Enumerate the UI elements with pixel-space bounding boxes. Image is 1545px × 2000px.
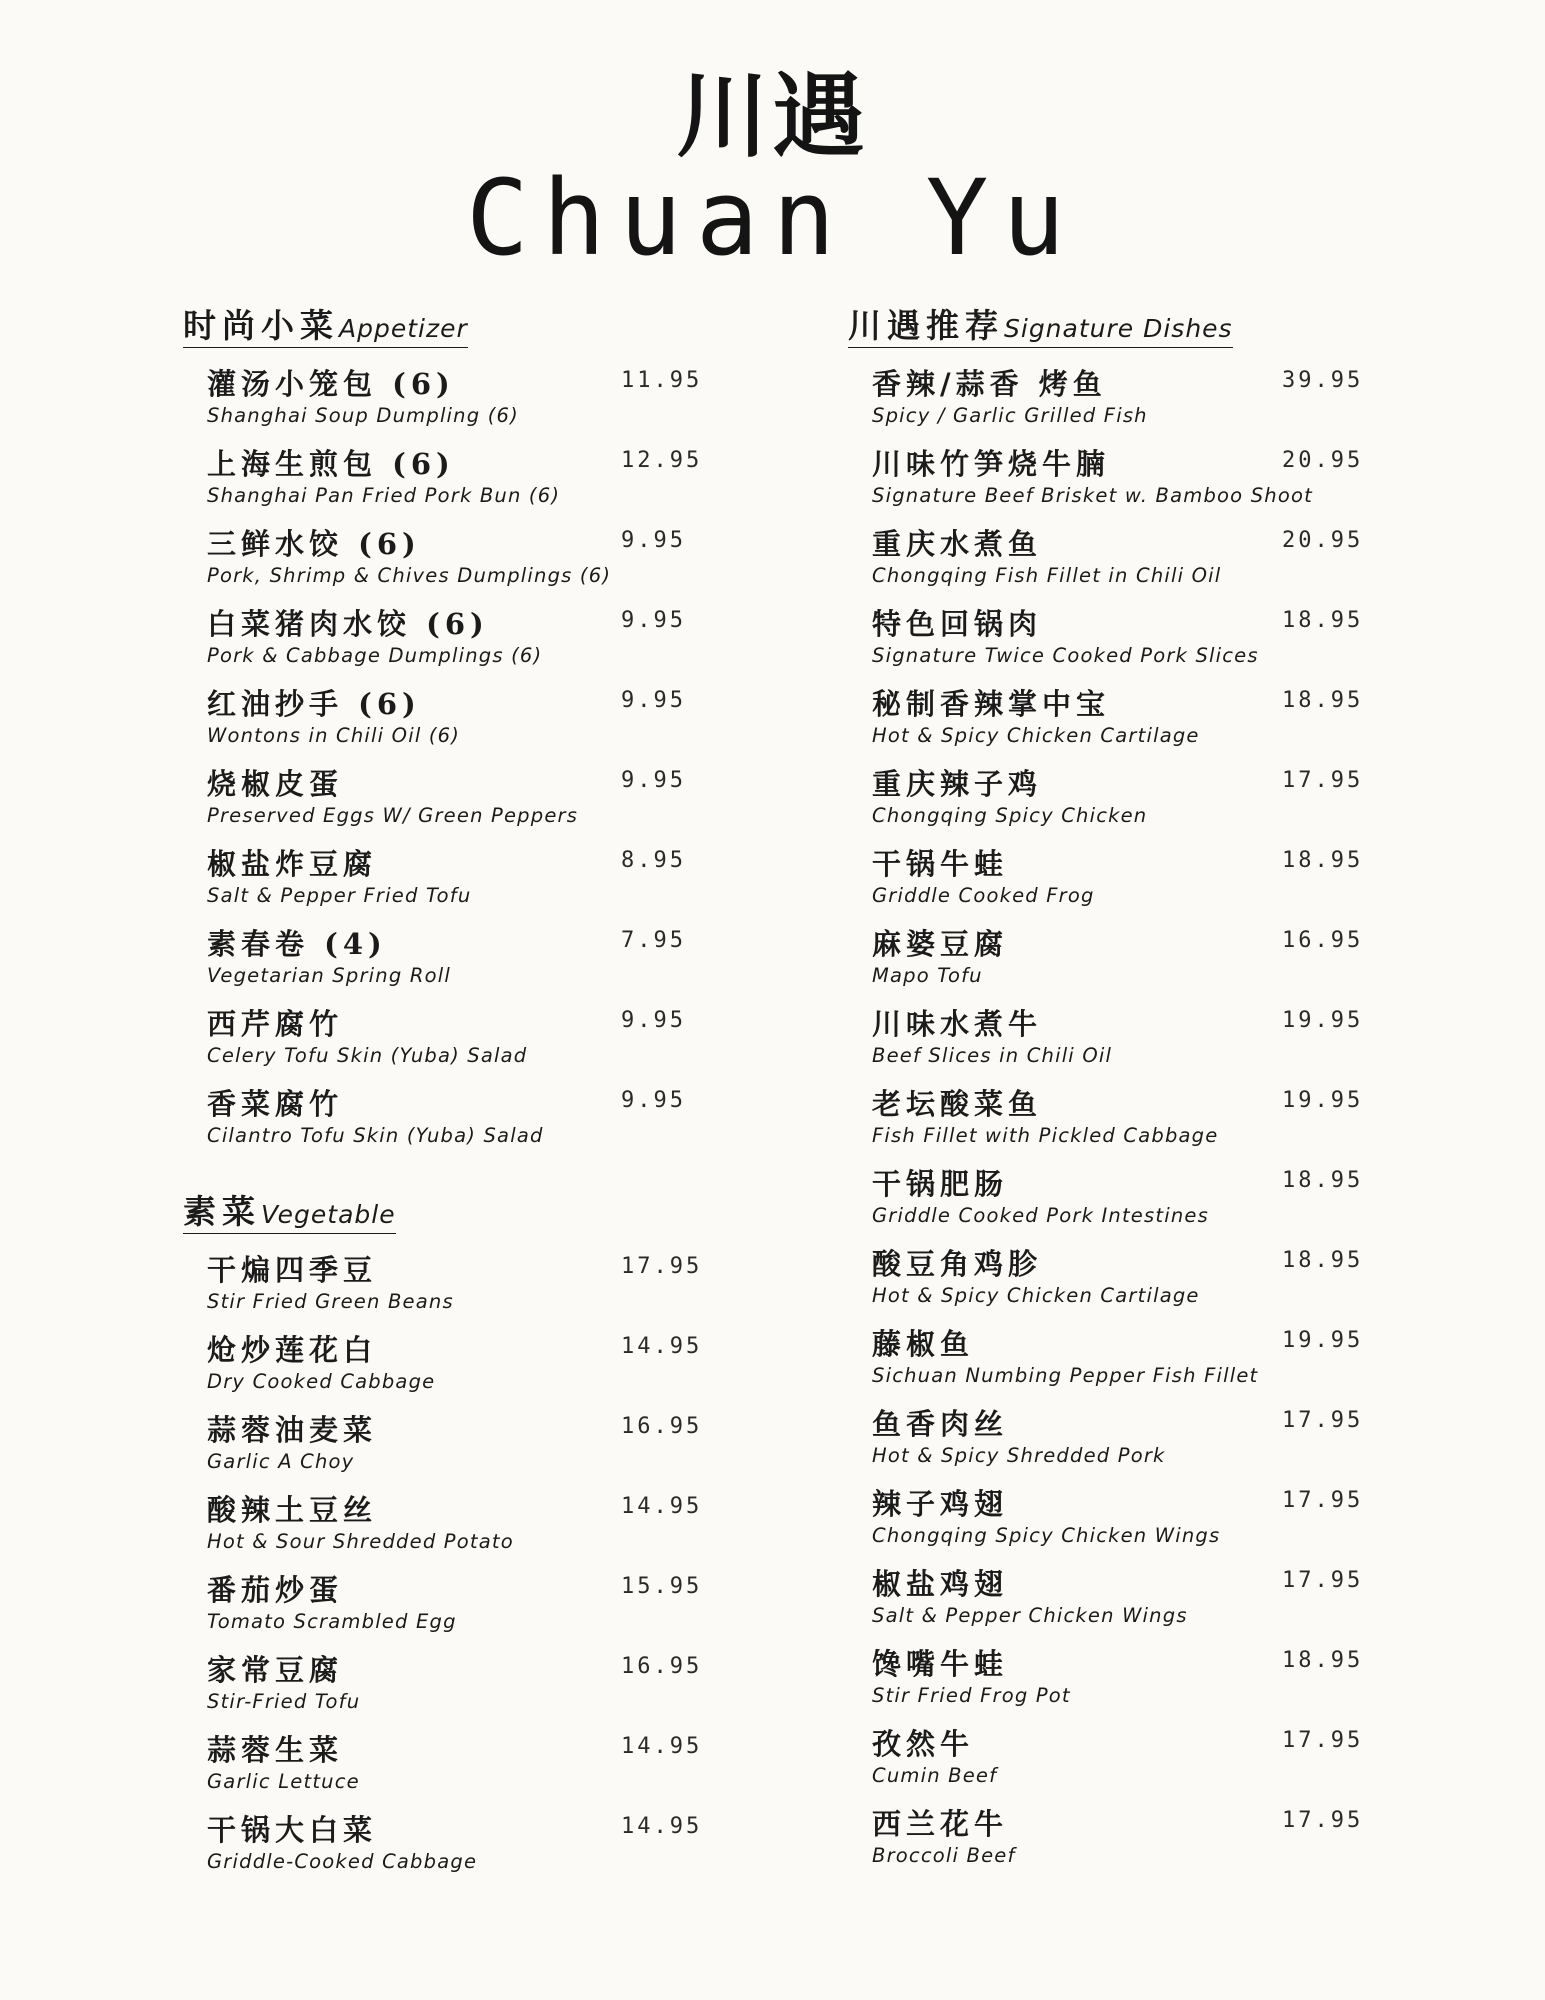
dish-price: 8.95 [621,848,686,873]
dish-name-english: Signature Twice Cooked Pork Slices [872,644,1259,667]
menu-item [848,844,1368,924]
signature-list [848,364,1368,1884]
menu-item [848,604,1368,684]
dish-name-chinese: 家常豆腐 [207,1653,344,1687]
dish-price: 9.95 [621,688,686,713]
left-column [183,300,703,1890]
dish-price: 18.95 [1282,848,1364,873]
dish-name-english: Spicy / Garlic Grilled Fish [872,404,1148,427]
dish-name-chinese: 蒜蓉油麦菜 [207,1413,378,1447]
dish-name-english: Fish Fillet with Pickled Cabbage [872,1124,1219,1147]
signature-section-title [848,300,1233,348]
dish-name-english: Hot & Sour Shredded Potato [207,1530,514,1553]
dish-name-english: Cilantro Tofu Skin (Yuba) Salad [207,1124,544,1147]
dish-name-english: Sichuan Numbing Pepper Fish Fillet [872,1364,1259,1387]
dish-name-english: Garlic A Choy [207,1450,355,1473]
restaurant-name-english: Chuan Yu [466,157,1079,279]
dish-name-chinese: 酸辣土豆丝 [207,1493,378,1527]
dish-name-english: Stir-Fried Tofu [207,1690,361,1713]
menu-item [848,1084,1368,1164]
menu-item [848,924,1368,1004]
dish-name-english: Preserved Eggs W/ Green Peppers [207,804,579,827]
dish-name-chinese: 特色回锅肉 [872,607,1043,641]
menu-item [183,924,703,1004]
dish-name-english: Hot & Spicy Shredded Pork [872,1444,1166,1467]
menu-item [848,444,1368,524]
dish-name-chinese: 干锅大白菜 [207,1813,378,1847]
menu-item [183,364,703,444]
dish-name-english: Chongqing Fish Fillet in Chili Oil [872,564,1222,587]
dish-name-chinese: 辣子鸡翅 [872,1487,1009,1521]
dish-name-chinese: 秘制香辣掌中宝 [872,687,1111,721]
dish-name-chinese: 香菜腐竹 [207,1087,344,1121]
dish-price: 17.95 [621,1254,703,1279]
dish-name-english: Cumin Beef [872,1764,998,1787]
menu-item [183,444,703,524]
dish-price: 15.95 [621,1574,703,1599]
dish-price: 11.95 [621,368,703,393]
dish-name-chinese: 干锅肥肠 [872,1167,1009,1201]
dish-name-chinese: 素春卷 (4) [207,927,387,961]
dish-name-english: Vegetarian Spring Roll [207,964,451,987]
dish-name-english: Chongqing Spicy Chicken Wings [872,1524,1221,1547]
dish-name-english: Griddle Cooked Pork Intestines [872,1204,1209,1227]
dish-name-chinese: 蒜蓉生菜 [207,1733,344,1767]
appetizer-list [183,364,703,1164]
dish-name-chinese: 三鲜水饺 (6) [207,527,421,561]
dish-price: 17.95 [1282,1488,1364,1513]
dish-price: 16.95 [1282,928,1364,953]
menu-item [848,1564,1368,1644]
dish-price: 17.95 [1282,768,1364,793]
menu-item [848,1324,1368,1404]
dish-name-chinese: 川味竹笋烧牛腩 [872,447,1111,481]
dish-name-chinese: 重庆辣子鸡 [872,767,1043,801]
dish-name-chinese: 烧椒皮蛋 [207,767,344,801]
dish-price: 17.95 [1282,1728,1364,1753]
menu-item [183,1330,703,1410]
dish-price: 18.95 [1282,1248,1364,1273]
dish-price: 7.95 [621,928,686,953]
appetizer-section-title [183,300,468,348]
dish-price: 18.95 [1282,608,1364,633]
dish-name-english: Shanghai Pan Fried Pork Bun (6) [207,484,561,507]
menu-item [183,1490,703,1570]
dish-name-english: Hot & Spicy Chicken Cartilage [872,1284,1200,1307]
dish-name-english: Chongqing Spicy Chicken [872,804,1148,827]
dish-name-english: Pork, Shrimp & Chives Dumplings (6) [207,564,612,587]
signature-title-cn: 川遇推荐 [848,306,1004,345]
vegetable-title-en: Vegetable [261,1200,396,1229]
dish-name-english: Celery Tofu Skin (Yuba) Salad [207,1044,528,1067]
dish-name-chinese: 麻婆豆腐 [872,927,1009,961]
dish-price: 9.95 [621,1008,686,1033]
menu-item [848,1484,1368,1564]
dish-name-chinese: 川味水煮牛 [872,1007,1043,1041]
menu-item [183,764,703,844]
dish-name-chinese: 上海生煎包 (6) [207,447,455,481]
dish-name-chinese: 炝炒莲花白 [207,1333,378,1367]
dish-price: 17.95 [1282,1808,1364,1833]
menu-item [183,604,703,684]
dish-name-english: Stir Fried Frog Pot [872,1684,1071,1707]
dish-name-english: Signature Beef Brisket w. Bamboo Shoot [872,484,1313,507]
menu-header [0,62,1545,279]
dish-price: 16.95 [621,1414,703,1439]
dish-price: 14.95 [621,1334,703,1359]
dish-name-chinese: 干锅牛蛙 [872,847,1009,881]
appetizer-title-cn: 时尚小菜 [183,306,339,345]
menu-item [848,764,1368,844]
dish-name-chinese: 老坛酸菜鱼 [872,1087,1043,1121]
menu-item [848,1244,1368,1324]
dish-price: 20.95 [1282,528,1364,553]
menu-item [183,1810,703,1890]
dish-price: 18.95 [1282,1168,1364,1193]
appetizer-title-en: Appetizer [339,314,468,343]
dish-name-english: Salt & Pepper Fried Tofu [207,884,472,907]
dish-name-english: Broccoli Beef [872,1844,1016,1867]
dish-price: 9.95 [621,528,686,553]
menu-item [848,1804,1368,1884]
menu-item [183,1730,703,1810]
dish-price: 19.95 [1282,1008,1364,1033]
menu-item [848,524,1368,604]
dish-name-chinese: 灌汤小笼包 (6) [207,367,455,401]
dish-name-chinese: 香辣/蒜香 烤鱼 [872,367,1107,401]
dish-name-english: Griddle-Cooked Cabbage [207,1850,478,1873]
dish-name-chinese: 西芹腐竹 [207,1007,344,1041]
dish-price: 39.95 [1282,368,1364,393]
dish-name-english: Mapo Tofu [872,964,983,987]
dish-name-english: Beef Slices in Chili Oil [872,1044,1113,1067]
menu-item [183,1570,703,1650]
dish-price: 9.95 [621,1088,686,1113]
dish-name-chinese: 番茄炒蛋 [207,1573,344,1607]
dish-name-chinese: 白菜猪肉水饺 (6) [207,607,489,641]
menu-item [183,1084,703,1164]
menu-item [183,844,703,924]
menu-item [183,684,703,764]
menu-item [183,1004,703,1084]
dish-name-chinese: 藤椒鱼 [872,1327,975,1361]
right-column [848,300,1368,1884]
menu-item [848,1644,1368,1724]
signature-title-en: Signature Dishes [1004,314,1233,343]
dish-price: 19.95 [1282,1088,1364,1113]
dish-name-english: Pork & Cabbage Dumplings (6) [207,644,543,667]
dish-name-english: Garlic Lettuce [207,1770,360,1793]
menu-item [848,1724,1368,1804]
dish-name-english: Tomato Scrambled Egg [207,1610,457,1633]
vegetable-title-cn: 素菜 [183,1192,261,1231]
menu-item [848,1004,1368,1084]
dish-name-chinese: 椒盐鸡翅 [872,1567,1009,1601]
dish-price: 12.95 [621,448,703,473]
dish-name-english: Salt & Pepper Chicken Wings [872,1604,1188,1627]
dish-price: 19.95 [1282,1328,1364,1353]
dish-price: 9.95 [621,768,686,793]
dish-name-chinese: 酸豆角鸡胗 [872,1247,1043,1281]
dish-price: 9.95 [621,608,686,633]
menu-item [183,524,703,604]
menu-item [848,364,1368,444]
dish-price: 18.95 [1282,1648,1364,1673]
dish-name-english: Griddle Cooked Frog [872,884,1095,907]
menu-item [183,1250,703,1330]
dish-name-chinese: 鱼香肉丝 [872,1407,1009,1441]
dish-name-chinese: 馋嘴牛蛙 [872,1647,1009,1681]
dish-price: 14.95 [621,1814,703,1839]
dish-price: 14.95 [621,1734,703,1759]
dish-price: 17.95 [1282,1408,1364,1433]
dish-price: 18.95 [1282,688,1364,713]
dish-name-english: Hot & Spicy Chicken Cartilage [872,724,1200,747]
dish-name-english: Wontons in Chili Oil (6) [207,724,461,747]
menu-item [848,1164,1368,1244]
menu-item [848,684,1368,764]
menu-item [848,1404,1368,1484]
dish-price: 14.95 [621,1494,703,1519]
dish-name-chinese: 孜然牛 [872,1727,975,1761]
dish-price: 20.95 [1282,448,1364,473]
dish-name-chinese: 干煸四季豆 [207,1253,378,1287]
dish-price: 16.95 [621,1654,703,1679]
dish-name-chinese: 椒盐炸豆腐 [207,847,378,881]
dish-name-chinese: 红油抄手 (6) [207,687,421,721]
dish-name-english: Dry Cooked Cabbage [207,1370,436,1393]
vegetable-list [183,1250,703,1890]
dish-name-chinese: 西兰花牛 [872,1807,1009,1841]
menu-item [183,1410,703,1490]
dish-name-english: Shanghai Soup Dumpling (6) [207,404,519,427]
dish-price: 17.95 [1282,1568,1364,1593]
menu-item [183,1650,703,1730]
restaurant-name-chinese: 川遇 [676,62,869,170]
dish-name-chinese: 重庆水煮鱼 [872,527,1043,561]
dish-name-english: Stir Fried Green Beans [207,1290,454,1313]
vegetable-section-title [183,1186,396,1234]
